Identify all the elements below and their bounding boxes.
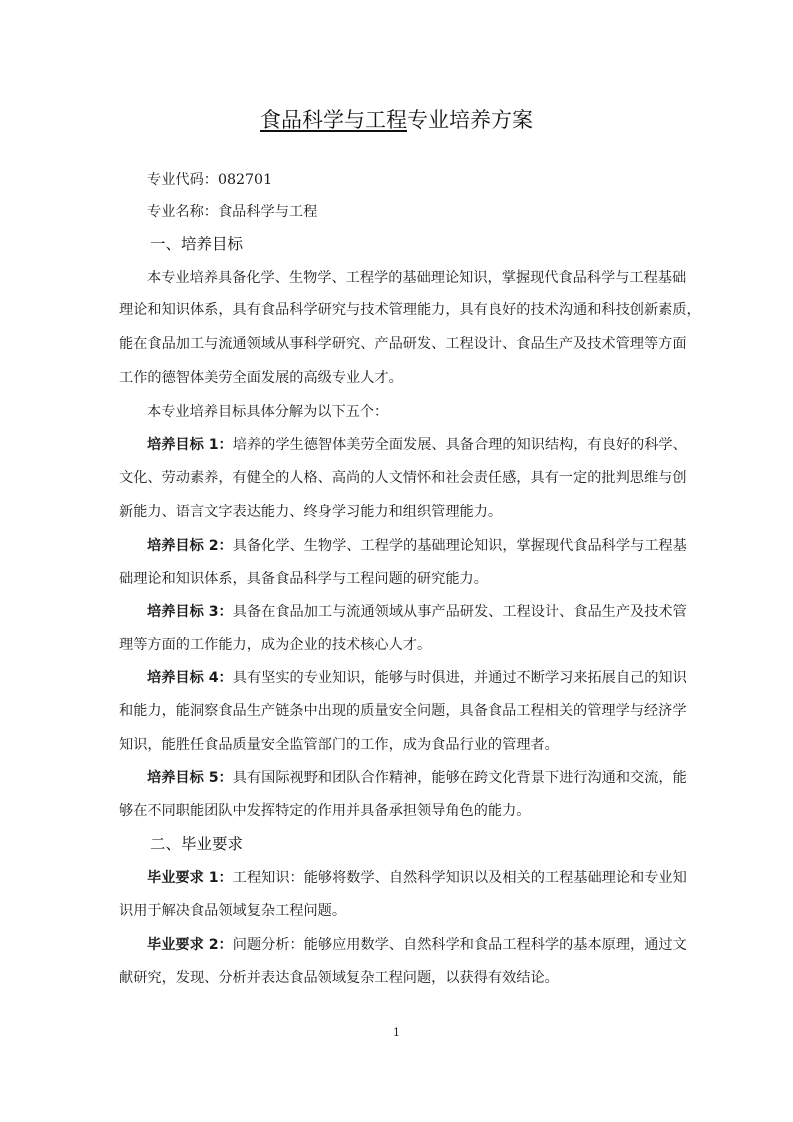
requirement-2-label: 毕业要求 2： xyxy=(147,937,233,953)
major-code-value: 082701 xyxy=(217,172,273,188)
requirement-1-text: 工程知识：能够将数学、自然科学知识以及相关的工程基础理论和专业知 xyxy=(232,870,687,886)
goal-4-line-2: 和能力，能洞察食品生产链条中出现的质量安全问题，具备食品工程相关的管理学与经济学 xyxy=(119,703,687,719)
goal-4-line-3: 知识，能胜任食品质量安全监管部门的工作，成为食品行业的管理者。 xyxy=(119,737,559,753)
section-heading-goals: 一、培养目标 xyxy=(150,235,244,253)
major-name-label: 专业名称： xyxy=(147,204,218,220)
goal-1-text: 培养的学生德智体美劳全面发展、具备合理的知识结构，有良好的科学、 xyxy=(232,437,687,453)
goal-3-text: 具备在食品加工与流通领域从事产品研发、工程设计、食品生产及技术管 xyxy=(232,604,687,620)
requirement-2-line-2: 献研究，发现、分析并表达食品领域复杂工程问题，以获得有效结论。 xyxy=(119,970,559,986)
goal-2-line-1 xyxy=(147,536,687,556)
intro-line-4: 工作的德智体美劳全面发展的高级专业人才。 xyxy=(119,370,403,386)
goal-1-label: 培养目标 1： xyxy=(147,437,233,453)
goal-4-text: 具有坚实的专业知识，能够与时俱进，并通过不断学习来拓展自己的知识 xyxy=(232,670,687,686)
goal-5-line-1 xyxy=(147,768,687,788)
goal-5-line-2: 够在不同职能团队中发挥特定的作用并具备承担领导角色的能力。 xyxy=(119,803,531,819)
goal-5-label: 培养目标 5： xyxy=(147,770,233,786)
goal-5-text: 具有国际视野和团队合作精神，能够在跨文化背景下进行沟通和交流，能 xyxy=(232,770,687,786)
major-code-label: 专业代码： xyxy=(147,172,218,188)
document-title xyxy=(0,104,793,134)
goal-4-label: 培养目标 4： xyxy=(147,670,233,686)
goal-3-line-2: 理等方面的工作能力，成为企业的技术核心人才。 xyxy=(119,637,432,653)
title-rest: 专业培养方案 xyxy=(407,108,533,132)
major-name xyxy=(147,202,703,222)
goals-breakdown: 本专业培养目标具体分解为以下五个： xyxy=(147,404,389,420)
requirement-1-label: 毕业要求 1： xyxy=(147,870,233,886)
requirement-2-text: 问题分析：能够应用数学、自然科学和食品工程科学的基本原理，通过文 xyxy=(232,937,687,953)
intro-line-2: 理论和知识体系，具有食品科学研究与技术管理能力，具有良好的技术沟通和科技创新素质， xyxy=(119,302,701,318)
major-code xyxy=(147,170,703,190)
major-name-value: 食品科学与工程 xyxy=(217,204,318,220)
page-number: 1 xyxy=(393,1026,400,1039)
goal-2-line-2: 础理论和知识体系，具备食品科学与工程问题的研究能力。 xyxy=(119,571,488,587)
goal-1-line-2: 文化、劳动素养，有健全的人格、高尚的人文情怀和社会责任感，具有一定的批判思维与创 xyxy=(119,470,687,486)
requirement-2-line-1 xyxy=(147,935,687,955)
intro-line-1: 本专业培养具备化学、生物学、工程学的基础理论知识，掌握现代食品科学与工程基础 xyxy=(147,270,687,286)
section-heading-requirements: 二、毕业要求 xyxy=(150,835,244,853)
intro-line-3: 能在食品加工与流通领域从事科学研究、产品研发、工程设计、食品生产及技术管理等方面 xyxy=(119,336,687,352)
goal-1-line-3: 新能力、语言文字表达能力、终身学习能力和组织管理能力。 xyxy=(119,504,503,520)
goal-4-line-1 xyxy=(147,668,687,688)
goal-3-line-1 xyxy=(147,602,687,622)
goal-3-label: 培养目标 3： xyxy=(147,604,233,620)
goal-2-label: 培养目标 2： xyxy=(147,538,233,554)
requirement-1-line-2: 识用于解决食品领域复杂工程问题。 xyxy=(119,903,347,919)
requirement-1-line-1 xyxy=(147,868,687,888)
goal-2-text: 具备化学、生物学、工程学的基础理论知识，掌握现代食品科学与工程基 xyxy=(232,538,687,554)
goal-1-line-1 xyxy=(147,435,687,455)
title-underlined-part: 食品科学与工程 xyxy=(260,108,407,132)
